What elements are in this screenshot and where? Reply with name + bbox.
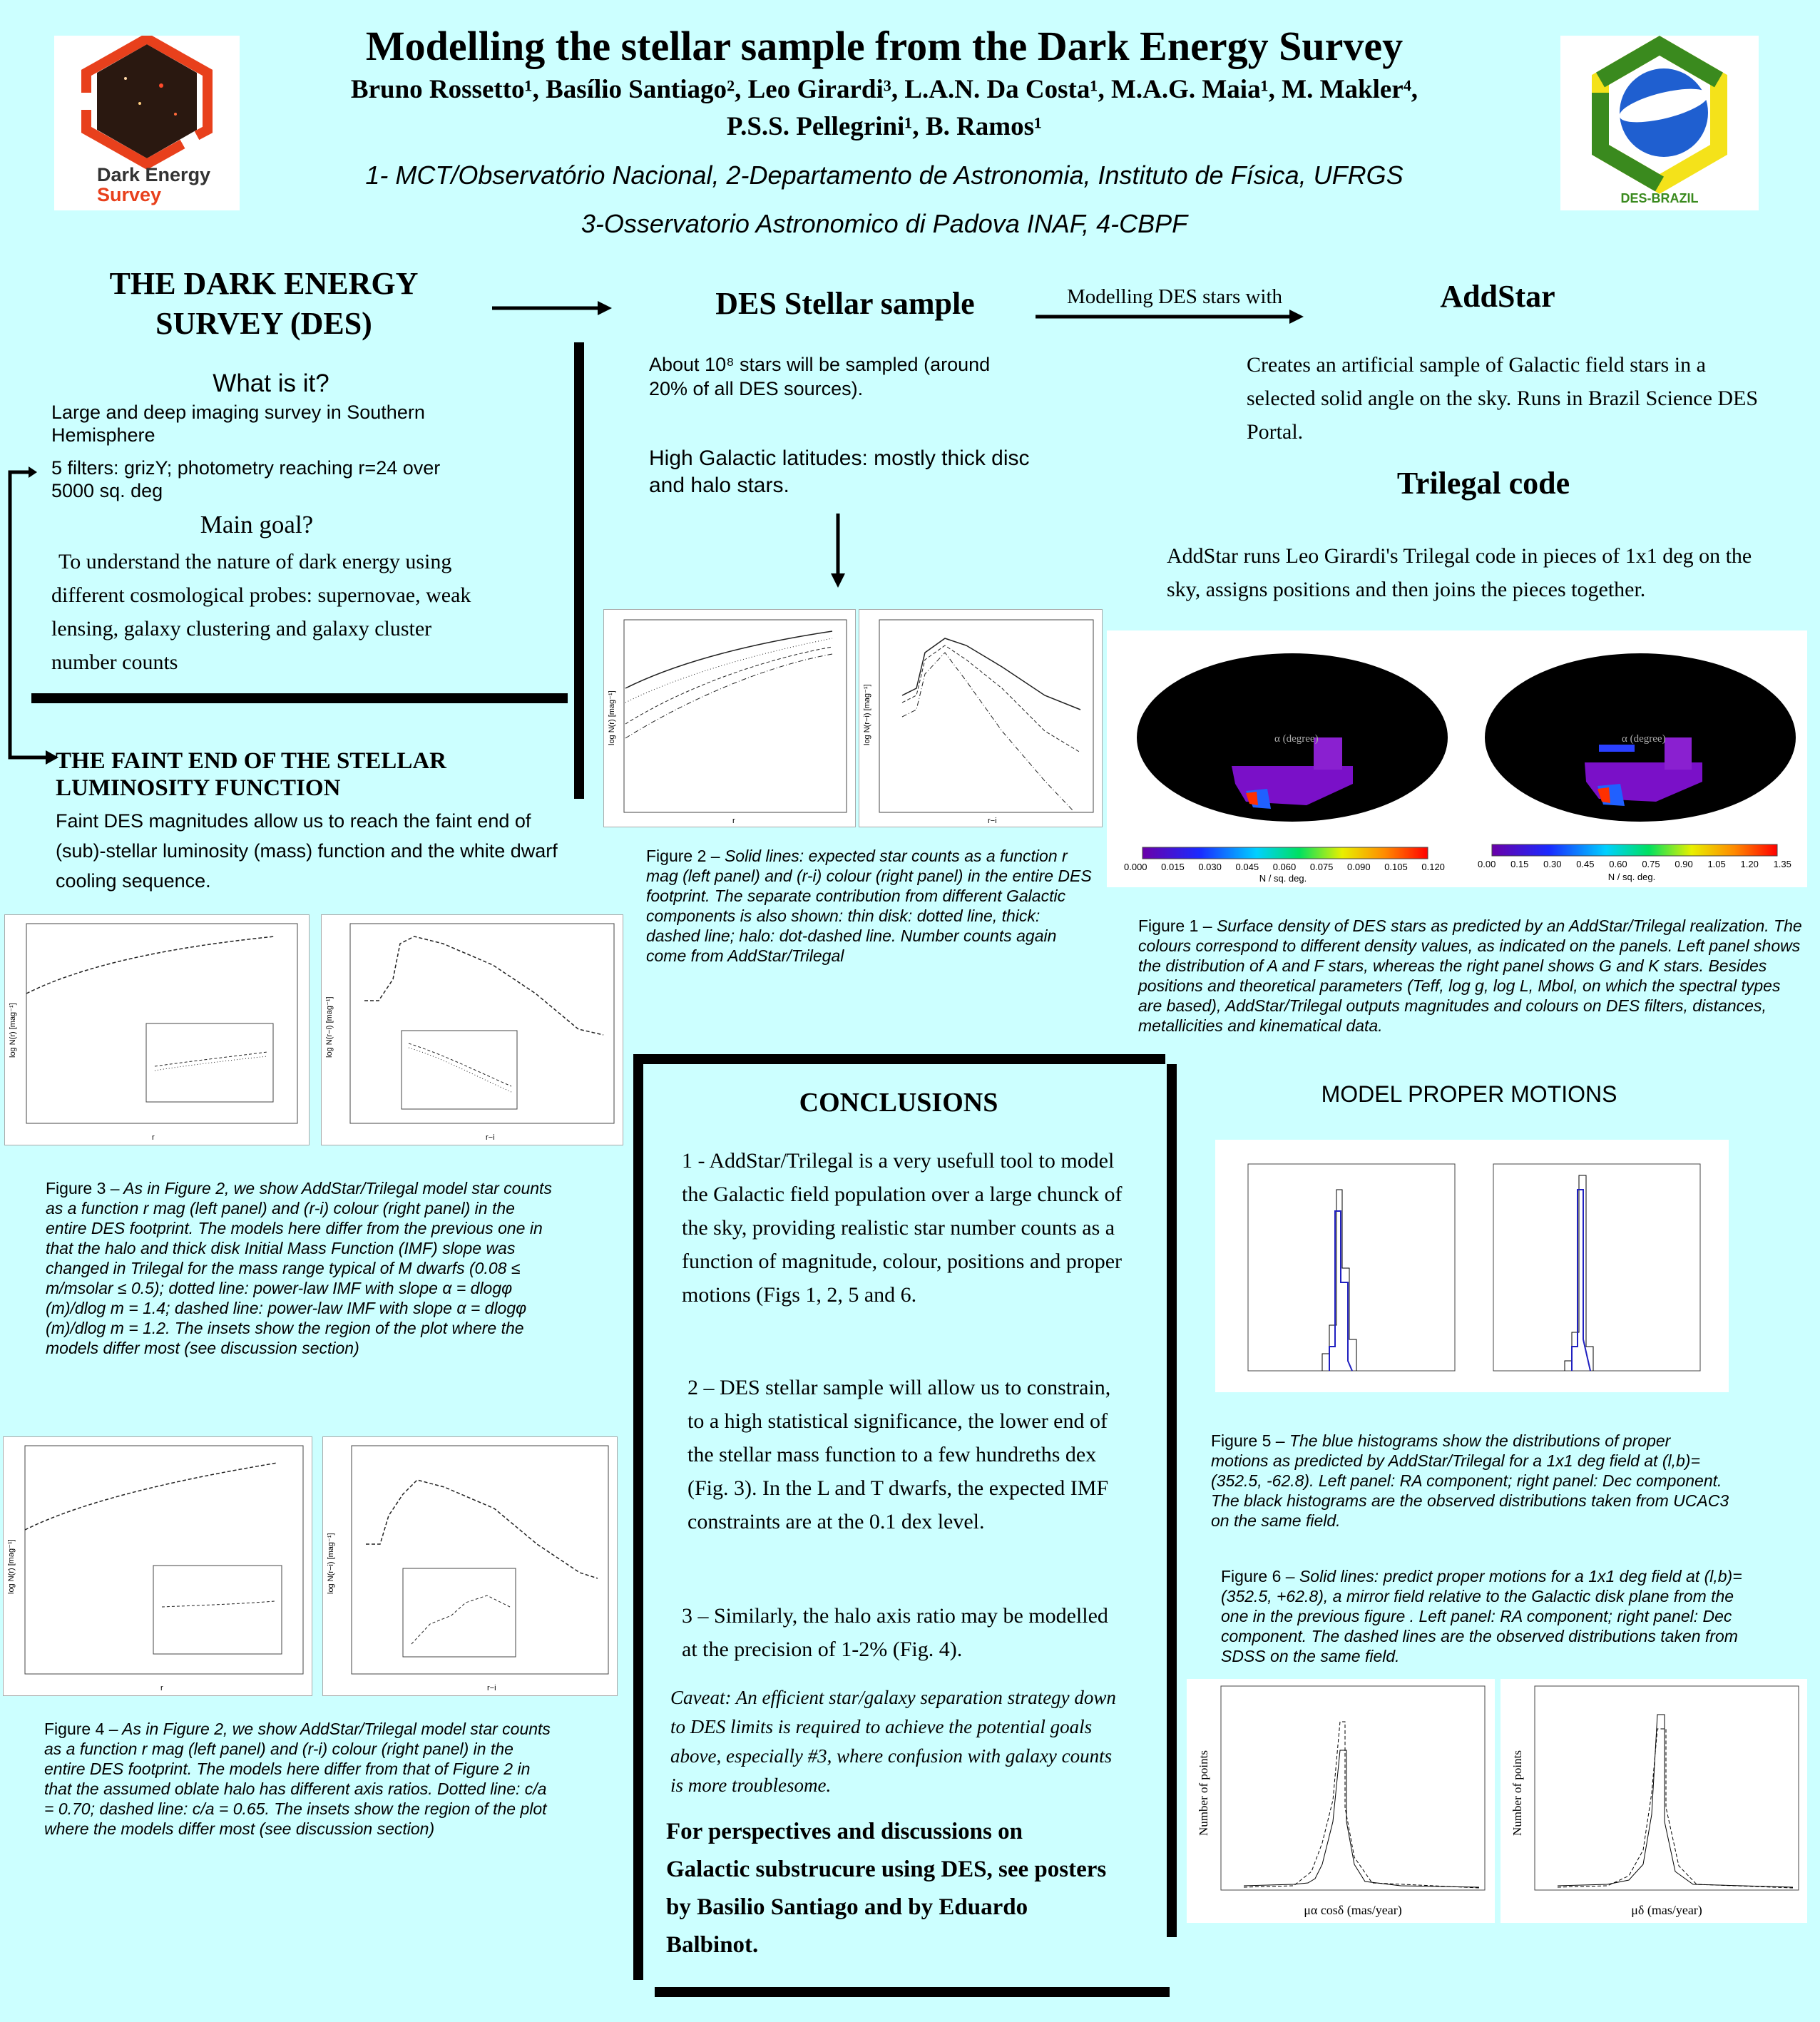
figure-3-right-panel [321,914,623,1145]
conclusions-heading: CONCLUSIONS [799,1088,998,1118]
figure-3-right-plot [322,915,623,1145]
figure-2-caption-text: Solid lines: expected star counts as a function r mag (left panel) and (r-i) colour (right panel) in the entire DES footprint. The separate contribution from different Galactic components is also shown: thin disk: dotted line, thick: dashed line; halo: dot-dashed line. Number counts again come from AddStar/Trilegal [646,847,1092,965]
svg-text:α (degree): α (degree) [1274,733,1319,745]
conclusions-border-bottom [655,1987,1170,1997]
conclusions-border-top [638,1054,1165,1064]
figure-4-caption-text: As in Figure 2, we show AddStar/Trilegal model star counts as a function r mag (left panel) and (r-i) colour (right panel) in the entire DES footprint. The models here differ from that of Figure 2 in that the assumed oblate halo has different axis ratios. Dotted line: c/a = 0.70; dashed line: c/a = 0.65. The insets show the region of the plot where the models differ most (see discussion section) [44,1720,551,1838]
what-text-2: 5 filters: grizY; photometry reaching r=24 over 5000 sq. deg [51,457,441,501]
figure-5-histograms [1215,1140,1729,1392]
svg-text:r−i: r−i [988,817,997,825]
cbar-tick: 0.45 [1576,859,1595,869]
figure-4-caption-label: Figure 4 – [44,1720,118,1738]
addstar-heading: AddStar [1440,279,1555,314]
figure-3-left-panel [4,914,310,1145]
des-logo-text-1: Dark Energy [97,164,211,185]
figure-1-left-panel [1107,630,1459,887]
conclusions-item-2: 2 – DES stellar sample will allow us to constrain, to a high statistical significance, the lower end of the stellar mass function to a few hundreths dex (Fig. 3). In the L and T dwarfs, the expected IMF constraints are at the 0.1 dex level. [687,1376,1111,1533]
figure-4-caption [44,1719,553,1839]
conclusions-item-3: 3 – Similarly, the halo axis ratio may be modelled at the precision of 1-2% (Fig. 4). [682,1604,1108,1661]
figure-2-left-panel [603,609,856,827]
figure-5-caption-text: The blue histograms show the distributions of proper motions as predicted by AddStar/Trilegal for a 1x1 deg field at (l,b)=(352.5, -62.8). Left panel: RA component; right panel: Dec component. The black histograms are the observed distributions taken from UCAC3 on the same field. [1211,1431,1729,1530]
arrow-down-icon [827,514,849,589]
conclusions-border-left [633,1054,643,1980]
stellar-sample-text-1: About 10⁸ stars will be sampled (around 20% of all DES sources). [649,354,991,399]
des-brazil-logo [1560,36,1759,210]
left-vertical-bar [574,342,584,799]
faint-end-text: Faint DES magnitudes allow us to reach the faint end of (sub)-stellar luminosity (mass) function and the white dwarf cooling sequence. [56,810,558,892]
cbar-tick: 0.060 [1272,862,1297,872]
figure-6-right-ylabel: Number of points [1510,1750,1524,1836]
figure-3-caption-text: As in Figure 2, we show AddStar/Trilegal model star counts as a function r mag (left panel) and (r-i) colour (right panel) in the entire DES footprint. The models here differ from the previous one in that the halo and thick disk Initial Mass Function (IMF) slope was changed in Trilegal for the mass range typical of M dwarfs (0.08 ≤ m/msolar ≤ 0.5); dotted line: power-law IMF with slope α = dlogφ (m)/dlog m = 1.4; dashed line: power-law IMF with slope α = dlogφ (m)/dlog m = 1.2. The insets show the region of the plot where the models differ most (see discussion section) [46,1179,552,1357]
cbar-tick: 0.015 [1161,862,1185,872]
cbar-tick: 1.05 [1707,859,1726,869]
figure-1-right-map [1456,630,1807,887]
figure-5-panel [1215,1140,1729,1392]
cbar-tick: 0.105 [1384,862,1408,872]
conclusions-caveat: Caveat: An efficient star/galaxy separation strategy down to DES limits is required to achieve the potential goals above, especially #3, where confusion with galaxy counts is more troublesome. [670,1687,1116,1796]
figure-1-right-panel [1456,630,1807,887]
conclusions-perspectives: For perspectives and discussions on Galactic substrucure using DES, see posters by Basilio Santiago and by Eduardo Balbinot. [666,1819,1107,1958]
figure-2-caption-label: Figure 2 – [646,847,720,865]
cbar-tick: 0.75 [1642,859,1660,869]
svg-text:log N(r) [mag⁻¹]: log N(r) [mag⁻¹] [9,1003,17,1058]
poster-title: Modelling the stellar sample from the Dark Energy Survey [365,23,1404,69]
figure-6-caption [1221,1566,1749,1666]
figure-1-right-cbar-label: N / sq. deg. [1607,872,1656,882]
figure-1-caption-text: Surface density of DES stars as predicted by an AddStar/Trilegal realization. The colours correspond to different density values, as indicated on the panels. Left panel shows the distribution of A and F stars, whereas the right panel shows G and K stars. Besides positions and theoretical parameters (Teff, log g, log L, Mbol, on which the spectral types are based), AddStar/Trilegal outputs magnitudes and colours on DES filters, distances, metallicities and kinematical data. [1138,916,1802,1035]
figure-4-right-panel [322,1436,618,1696]
conclusions-border-right [1167,1064,1177,1937]
affiliation-1: 1- MCT/Observatório Nacional, 2-Departamento de Astronomia, Instituto de Física, UFRGS [365,160,1404,190]
figure-6-caption-label: Figure 6 – [1221,1567,1295,1586]
what-text-1: Large and deep imaging survey in Southern Hemisphere [51,402,425,446]
figure-3-caption-label: Figure 3 – [46,1179,120,1198]
figure-6-right-panel [1501,1679,1807,1923]
bracket-arrow-icon [0,464,64,770]
arrow-right-icon [492,298,613,318]
figure-2-left-plot [604,610,855,827]
svg-text:log N(r−i) [mag⁻¹]: log N(r−i) [mag⁻¹] [863,684,871,745]
svg-text:r−i: r−i [486,1133,495,1142]
proper-motions-heading: MODEL PROPER MOTIONS [1321,1081,1617,1107]
figure-1-left-cbar-label: N / sq. deg. [1259,873,1307,884]
figure-1-right-colorbar-ticks [1478,859,1791,869]
cbar-tick: 0.90 [1675,859,1693,869]
figure-2-right-plot [859,610,1102,827]
svg-text:r−i: r−i [487,1684,496,1692]
cbar-tick: 1.35 [1773,859,1791,869]
figure-6-right-histogram [1501,1679,1807,1923]
figure-3-caption [46,1178,555,1358]
figure-4-left-panel [3,1436,312,1696]
figure-6-caption-text: Solid lines: predict proper motions for a 1x1 deg field at (l,b)=(352.5, +62.8), a mirror field relative to the Galactic disk plane from the one in the previous figure . Left panel: RA component; right panel: Dec component. The dashed lines are the observed distributions taken from SDSS on the same field. [1221,1567,1742,1665]
trilegal-text: AddStar runs Leo Girardi's Trilegal code in pieces of 1x1 deg on the sky, assigns positions and then joins the pieces together. [1167,544,1752,601]
cbar-tick: 0.090 [1347,862,1371,872]
svg-text:r: r [152,1133,155,1142]
des-logo [54,36,240,210]
figure-1-caption [1138,916,1809,1036]
cbar-tick: 0.075 [1309,862,1334,872]
des-logo-text-2: Survey [97,184,162,205]
des-heading: THE DARK ENERGY SURVEY (DES) [109,266,419,341]
figure-2-right-panel [859,609,1103,827]
left-divider-bar [31,693,568,703]
figure-6-left-ylabel: Number of points [1197,1750,1210,1836]
figure-6-right-xlabel: μδ (mas/year) [1631,1903,1702,1917]
svg-text:log N(r) [mag⁻¹]: log N(r) [mag⁻¹] [608,690,616,745]
figure-2-caption [646,846,1095,966]
affiliation-2: 3-Osservatorio Astronomico di Padova INAF, 4-CBPF [581,209,1188,238]
cbar-tick: 0.120 [1421,862,1445,872]
cbar-tick: 0.030 [1198,862,1222,872]
des-brazil-logo-icon [1560,36,1759,210]
svg-text:log N(r−i) [mag⁻¹]: log N(r−i) [mag⁻¹] [327,1533,335,1594]
addstar-text: Creates an artificial sample of Galactic field stars in a selected solid angle on the sky. Runs in Brazil Science DES Portal. [1247,353,1759,444]
figure-1-left-colorbar-ticks [1124,862,1445,872]
figure-6-left-xlabel: μα cosδ (mas/year) [1304,1903,1402,1917]
figure-5-caption-label: Figure 5 – [1211,1431,1285,1450]
what-heading: What is it? [213,369,329,397]
figure-3-left-plot [5,915,309,1145]
svg-text:r: r [160,1684,163,1692]
trilegal-heading: Trilegal code [1396,466,1570,501]
cbar-tick: 0.045 [1235,862,1259,872]
figure-6-left-panel [1187,1679,1495,1923]
goal-heading: Main goal? [200,511,314,538]
svg-text:log N(r) [mag⁻¹]: log N(r) [mag⁻¹] [7,1539,16,1594]
figure-4-right-plot [323,1437,617,1695]
des-brazil-logo-text: DES-BRAZIL [1620,191,1699,205]
svg-text:α (degree): α (degree) [1622,733,1666,745]
svg-text:log N(r−i) [mag⁻¹]: log N(r−i) [mag⁻¹] [325,996,334,1058]
svg-text:r: r [732,817,735,825]
cbar-tick: 0.00 [1478,859,1496,869]
cbar-tick: 0.15 [1510,859,1529,869]
authors-line-1: Bruno Rossetto¹, Basílio Santiago², Leo Girardi³, L.A.N. Da Costa¹, M.A.G. Maia¹, M. Makler⁴, [350,75,1418,104]
figure-1-caption-label: Figure 1 – [1138,916,1212,935]
conclusions-item-1: 1 - AddStar/Trilegal is a very usefull tool to model the Galactic field population over a large chunck of the sky, providing realistic star number counts as a function of magnitude, colour, positions and proper motions (Figs 1, 2, 5 and 6. [682,1149,1123,1307]
cbar-tick: 0.60 [1609,859,1627,869]
figure-6-left-histogram [1187,1679,1495,1923]
authors-line-2: P.S.S. Pellegrini¹, B. Ramos¹ [726,112,1043,141]
figure-4-left-plot [4,1437,312,1695]
stellar-sample-heading: DES Stellar sample [715,286,975,321]
cbar-tick: 1.20 [1740,859,1759,869]
faint-end-heading: THE FAINT END OF THE STELLAR LUMINOSITY FUNCTION [56,748,446,801]
cbar-tick: 0.30 [1543,859,1562,869]
stellar-sample-text-2: High Galactic latitudes: mostly thick disc and halo stars. [649,446,1030,497]
cbar-tick: 0.000 [1124,862,1147,872]
modelling-arrow-label: Modelling DES stars with [1066,285,1283,308]
goal-text: To understand the nature of dark energy using different cosmological probes: supernovae, weak lensing, galaxy clustering and galaxy cluster number counts [51,550,471,674]
figure-5-caption [1211,1431,1732,1531]
figure-1-left-map [1107,630,1459,887]
